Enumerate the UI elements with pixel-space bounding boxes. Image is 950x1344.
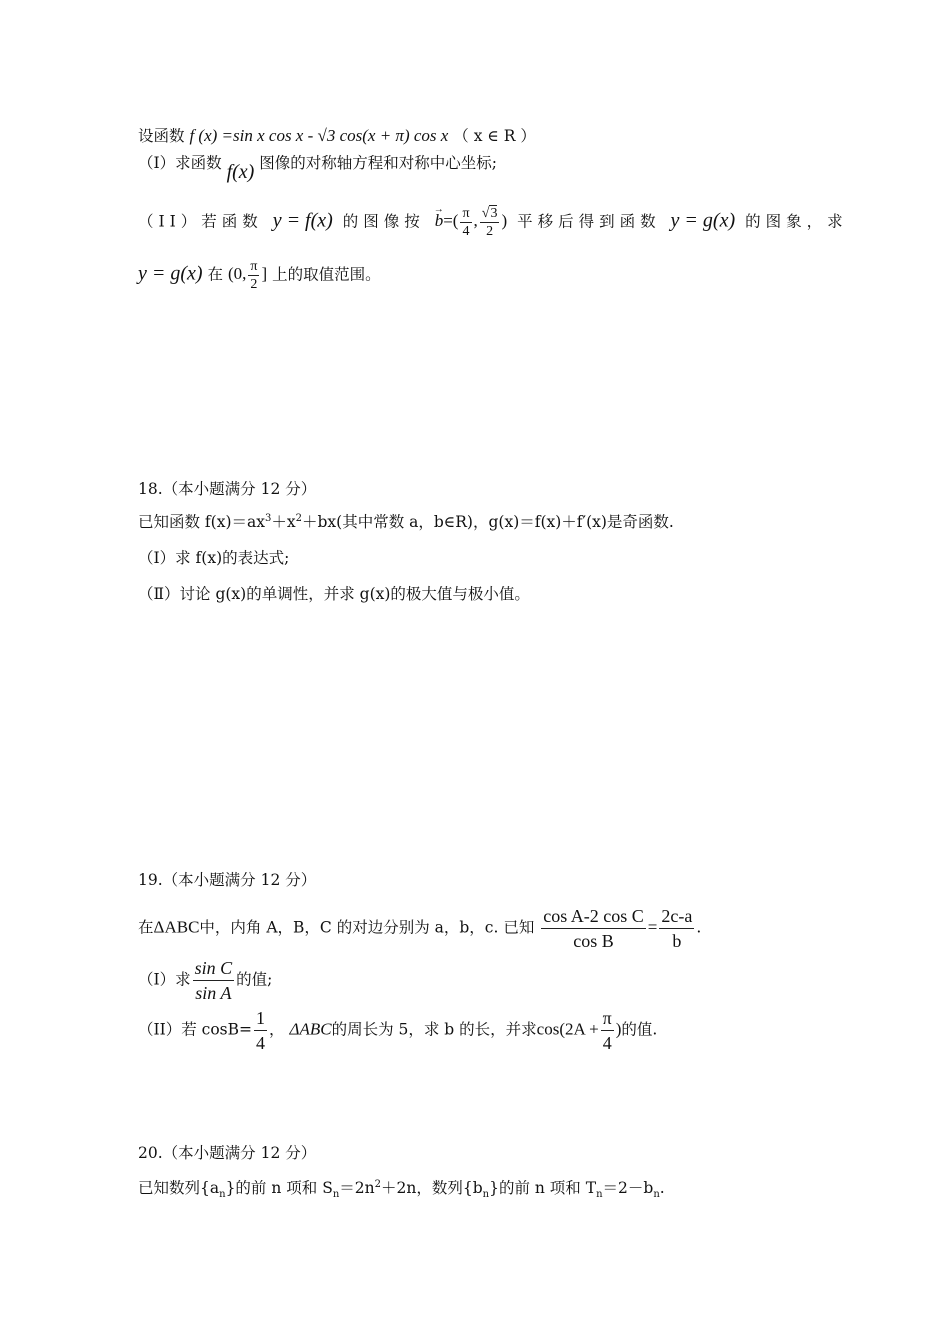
q18-part1: （Ⅰ）求 f(x)的表达式;: [138, 549, 290, 567]
q19-part2-end: 的值.: [621, 1020, 658, 1039]
q17-part2-end: 的图象，求: [745, 212, 848, 231]
q19-fraction-right-num: 2c-a: [659, 904, 694, 929]
q19-fraction-right: [659, 904, 694, 953]
q17-vector-frac2: [480, 205, 500, 240]
q19-part1-end: 的值;: [236, 970, 273, 989]
q17-vector-eq: =(: [443, 211, 459, 231]
q20-title: 20.（本小题满分 12 分）: [138, 1144, 317, 1162]
q17-part2-mid: 的图像按: [342, 212, 425, 231]
q19-part2-text: 的周长为 5，求 b 的长，并求: [331, 1020, 537, 1039]
q19-part2-pi-den: 4: [602, 1033, 612, 1053]
q17-vector-frac2-num: √3: [481, 206, 498, 221]
q19-part2-fraction: [254, 1006, 267, 1055]
q17-function: f (x) =sin x cos x - √3 cos(x + π) cos x: [189, 126, 449, 145]
q19-part2-num: 1: [254, 1006, 267, 1031]
q20-stem: 已知数列$\{a_n\}$的前 n 项和 $S_n=2n^2+2n$，数列$\{b_n\}$的前 n 项和 $T_n=2-b_n$.: [138, 1178, 665, 1201]
q18-stem: 已知函数 $f(x)=ax^3+x^2+bx$(其中常数 a，b∈R)，g(x)＝f(x)＋f′(x)是奇函数.: [138, 512, 674, 531]
q19-part2-pi-num: π: [601, 1006, 614, 1031]
q19-stem-b: 中，内角 A，B，C 的对边分别为 a，b，c. 已知: [199, 918, 535, 937]
q17-part2-y: y = f(x): [272, 209, 333, 232]
q17-part2-after: 平移后得到函数: [517, 212, 661, 231]
q17-part2-g: y = g(x): [670, 209, 736, 232]
q17-vector-b: → b: [435, 211, 444, 231]
q17-part2-cont: [138, 258, 381, 293]
q17-vector-close: ): [501, 211, 508, 231]
q17-part1-func: f(x): [226, 161, 255, 183]
q19-part1-den: sin A: [195, 983, 232, 1003]
q17-part1: [138, 152, 497, 183]
q17-stem: [138, 126, 536, 146]
q19-part2-den: 4: [256, 1033, 266, 1053]
q18-title: 18.（本小题满分 12 分）: [138, 480, 317, 498]
q19-title: 19.（本小题满分 12 分）: [138, 871, 317, 889]
q19-part1-num: sin C: [193, 956, 235, 981]
q17-interval-frac-num: π: [250, 259, 258, 274]
q17-interval: (0, $\frac{\pi}{2}$ ]: [227, 259, 268, 292]
q19-part2: （II）若 cosB= $\frac{1}{4}$ ， ΔABC的周长为 5，求 b 的长，并求cos(2A + $\frac{\pi}{4}$ )的值.: [138, 1008, 658, 1053]
q19-part1-prefix: （I）求: [138, 970, 191, 989]
q19-part2-pi-fraction: [601, 1006, 614, 1055]
q19-fraction-left: [541, 904, 646, 953]
q19-part2-cos: cos(2A +: [536, 1019, 599, 1039]
q17-vector-frac1-den: 4: [462, 224, 470, 239]
q17-vector-frac1: [460, 205, 471, 240]
q19-stem: 在ΔABC中，内角 A，B，C 的对边分别为 a，b，c. 已知 $\frac{\text{cos A-2 cos C}}{\text{cos B}}$ = $\frac{2c-a}{b}$ .: [138, 906, 702, 951]
q19-part1: [138, 956, 272, 1005]
q19-part2-prefix: （II）若 cosB=: [138, 1020, 253, 1039]
q17-part1-text: 图像的对称轴方程和对称中心坐标;: [259, 154, 497, 172]
q17-vector-frac2-den: 2: [486, 224, 494, 239]
q19-triangle: ΔABC: [153, 917, 200, 937]
q19-fraction-left-num: cos A-2 cos C: [541, 904, 646, 929]
q17-part2-prefix: （II）若函数: [138, 212, 263, 231]
q19-equals: =: [647, 917, 658, 937]
q17-vector-frac1-num: π: [462, 206, 470, 221]
q17-vector: [434, 206, 508, 239]
q17-interval-frac: [248, 258, 259, 293]
q19-fraction-left-den: cos B: [573, 931, 614, 951]
q17-intro: 设函数: [138, 127, 185, 145]
q18-part2: （Ⅱ）讨论 g(x)的单调性，并求 g(x)的极大值与极小值。: [138, 585, 530, 603]
q19-part2-triangle: ΔABC: [289, 1019, 332, 1039]
q19-stem-a: 在: [138, 918, 154, 937]
q17-part1-prefix: （I）求函数: [138, 154, 222, 172]
q19-fraction-right-den: b: [672, 931, 682, 951]
q17-part2: [138, 205, 848, 240]
q17-part2b-in: 在: [207, 265, 224, 284]
q17-domain: （ x ∈ R ）: [453, 127, 536, 145]
q17-interval-frac-den: 2: [250, 277, 258, 292]
q19-part1-fraction: [193, 956, 235, 1005]
q17-part2b-text: 上的取值范围。: [272, 265, 381, 284]
q17-part2b-g: y = g(x): [138, 262, 203, 285]
q17-vector-comma: ,: [473, 211, 478, 231]
